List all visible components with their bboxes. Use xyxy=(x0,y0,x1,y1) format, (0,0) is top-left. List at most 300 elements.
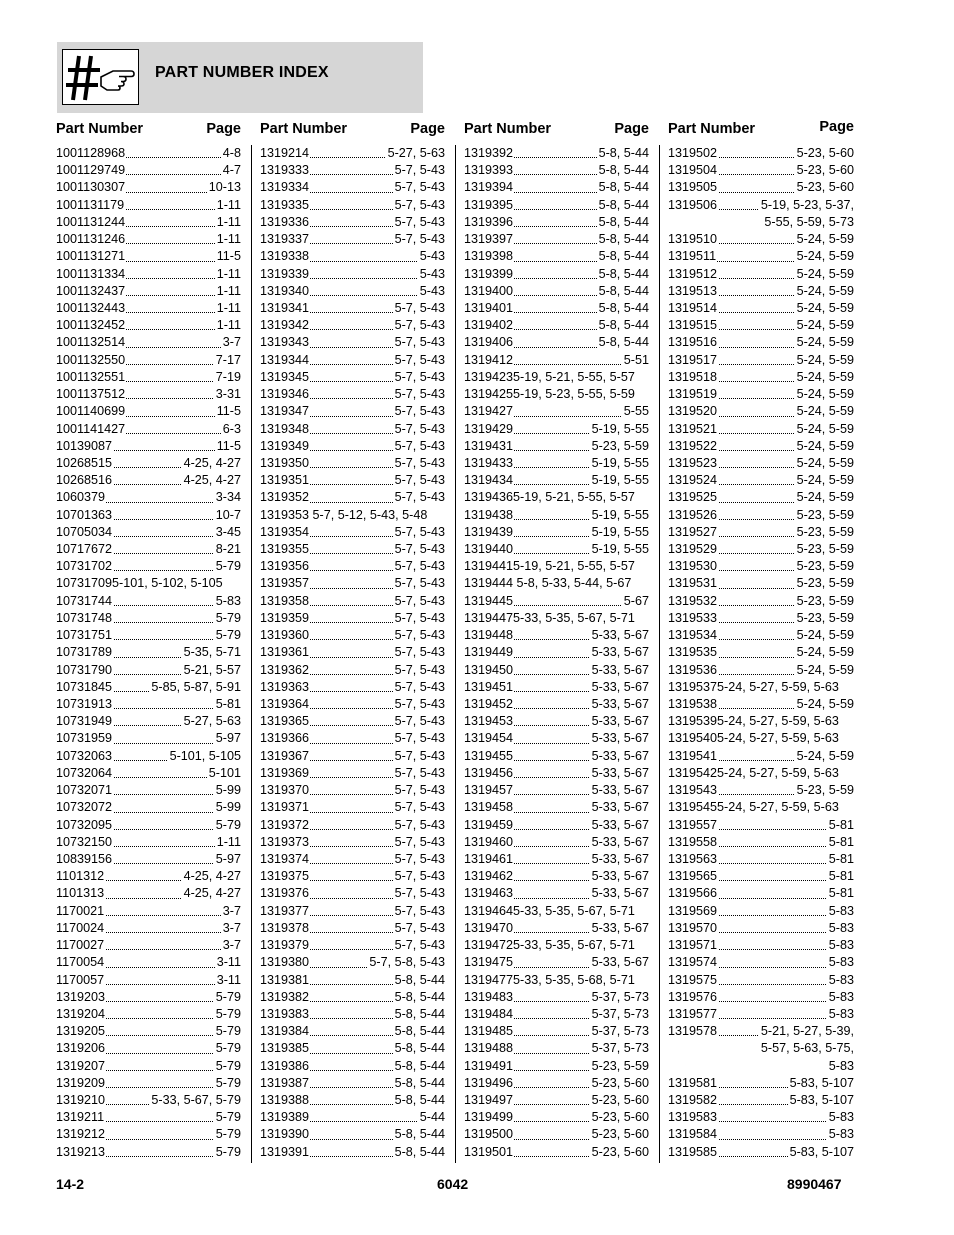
index-entry xyxy=(56,507,241,524)
part-number: 1319384 xyxy=(260,1023,310,1040)
index-entry xyxy=(464,214,649,231)
part-number: 1319510 xyxy=(668,231,718,248)
page-reference: 5-33, 5-67 xyxy=(590,765,649,782)
index-entry xyxy=(668,765,854,782)
part-number: 1319438 xyxy=(464,507,514,524)
page-reference: 5-79 xyxy=(214,1040,241,1057)
index-entry xyxy=(56,334,241,351)
page-reference: 3-7 xyxy=(221,334,241,351)
part-number: 1319375 xyxy=(260,868,310,885)
part-number: 1319497 xyxy=(464,1092,514,1109)
part-number: 1319527 xyxy=(668,524,718,541)
index-entry xyxy=(56,575,241,592)
index-entry xyxy=(464,231,649,248)
page-reference: 5-7, 5-43 xyxy=(393,386,445,403)
part-number: 10732063 xyxy=(56,748,113,765)
page-reference: 3-7 xyxy=(221,920,241,937)
index-entry xyxy=(464,834,649,851)
index-entry xyxy=(464,248,649,265)
part-number: 1319399 xyxy=(464,266,514,283)
part-number: 1319475 xyxy=(464,954,514,971)
page-reference: 5-23, 5-60 xyxy=(795,162,854,179)
part-number: 1319502 xyxy=(668,145,718,162)
page-reference: 5-83 xyxy=(827,937,854,954)
index-column-2 xyxy=(260,119,445,1161)
index-entry xyxy=(464,403,649,420)
part-number: 1319445 xyxy=(464,593,514,610)
page-reference: 5-8, 5-44 xyxy=(597,317,649,334)
page-title: PART NUMBER INDEX xyxy=(155,64,329,81)
part-number: 1319452 xyxy=(464,696,514,713)
index-entry xyxy=(668,231,854,248)
part-number: 1319558 xyxy=(668,834,718,851)
index-entry xyxy=(56,610,241,627)
part-number-heading: Part Number xyxy=(56,121,144,137)
index-entry xyxy=(260,197,445,214)
part-number: 1319499 xyxy=(464,1109,514,1126)
index-entry xyxy=(668,317,854,334)
page-reference: 5-33, 5-67 xyxy=(590,834,649,851)
page-reference: 5-79 xyxy=(214,627,241,644)
page-reference: 4-7 xyxy=(221,162,241,179)
index-entry xyxy=(56,817,241,834)
part-number: 1001130307 xyxy=(56,179,126,196)
page-reference: 5-7, 5-43 xyxy=(393,197,445,214)
index-entry xyxy=(260,1126,445,1143)
page-reference: 5-7, 5-43 xyxy=(393,541,445,558)
index-entry xyxy=(260,300,445,317)
page-reference: 5-23, 5-60 xyxy=(795,145,854,162)
part-number: 1319513 xyxy=(668,283,718,300)
index-entry xyxy=(668,627,854,644)
page-reference: 5-33, 5-67 xyxy=(590,920,649,937)
part-number: 1319355 xyxy=(260,541,310,558)
page-reference: 5-24, 5-59 xyxy=(795,248,854,265)
part-number: 10732071 xyxy=(56,782,113,799)
page-reference: 7-19 xyxy=(214,369,241,386)
page-reference: 5-23, 5-59 xyxy=(795,558,854,575)
part-number: 1319431 xyxy=(464,438,514,455)
part-number: 1319376 xyxy=(260,885,310,902)
page-reference: 5-7, 5-43 xyxy=(393,765,445,782)
index-entry-text: 13194725-33, 5-35, 5-67, 5-71 xyxy=(464,938,635,953)
page-reference: 5-23, 5-59 xyxy=(590,1058,649,1075)
part-number: 1319529 xyxy=(668,541,718,558)
index-entry xyxy=(668,1109,854,1126)
index-entry xyxy=(56,541,241,558)
page-reference: 5-7, 5-43 xyxy=(393,421,445,438)
page-reference: 5-81 xyxy=(827,834,854,851)
index-entry xyxy=(56,248,241,265)
part-number: 1319385 xyxy=(260,1040,310,1057)
page-reference: 5-8, 5-44 xyxy=(597,334,649,351)
part-number: 1319448 xyxy=(464,627,514,644)
index-entry xyxy=(668,197,854,214)
index-entry xyxy=(668,489,854,506)
index-entry xyxy=(668,748,854,765)
part-number: 1319214 xyxy=(260,145,310,162)
index-entry xyxy=(260,231,445,248)
page-reference: 10-7 xyxy=(214,507,241,524)
index-entry xyxy=(668,421,854,438)
page-reference: 5-43 xyxy=(418,283,445,300)
page-reference: 5-7, 5-43 xyxy=(393,868,445,885)
index-entry xyxy=(464,954,649,971)
index-entry xyxy=(56,989,241,1006)
page-reference: 5-7, 5-43 xyxy=(393,610,445,627)
index-entry xyxy=(260,610,445,627)
index-entry xyxy=(668,868,854,885)
page-reference: 5-23, 5-60 xyxy=(590,1126,649,1143)
part-number: 10731959 xyxy=(56,730,113,747)
page-reference: 5-23, 5-59 xyxy=(795,593,854,610)
page-reference: 5-24, 5-59 xyxy=(795,266,854,283)
page-reference: 5-7, 5-43 xyxy=(393,817,445,834)
page-reference: 5-37, 5-73 xyxy=(590,1040,649,1057)
column-header xyxy=(56,119,241,145)
index-entry xyxy=(56,352,241,369)
part-number: 1319207 xyxy=(56,1058,106,1075)
page-reference: 5-8, 5-44 xyxy=(393,1040,445,1057)
index-entry xyxy=(260,799,445,816)
page-reference: 5-8, 5-44 xyxy=(393,1023,445,1040)
index-entry xyxy=(56,1058,241,1075)
page-reference: 5-24, 5-59 xyxy=(795,438,854,455)
part-number: 1170054 xyxy=(56,954,105,971)
index-entry xyxy=(56,662,241,679)
part-number: 1101312 xyxy=(56,868,105,885)
page-reference: 5-7, 5-43 xyxy=(393,644,445,661)
page-reference: 5-24, 5-59 xyxy=(795,334,854,351)
index-entry xyxy=(56,679,241,696)
page-reference: 1-11 xyxy=(215,834,241,851)
page-reference: 5-33, 5-67 xyxy=(590,662,649,679)
part-number: 1319483 xyxy=(464,989,514,1006)
index-entry xyxy=(464,593,649,610)
index-entry xyxy=(464,679,649,696)
page-reference: 5-33, 5-67 xyxy=(590,885,649,902)
page-reference: 5-33, 5-67 xyxy=(590,696,649,713)
part-number: 10731748 xyxy=(56,610,113,627)
page-reference: 1-11 xyxy=(215,283,241,300)
part-number: 1319335 xyxy=(260,197,310,214)
part-number: 1319512 xyxy=(668,266,718,283)
index-entry xyxy=(260,1092,445,1109)
index-entry xyxy=(260,885,445,902)
part-number: 1319357 xyxy=(260,575,310,592)
page-reference: 5-7, 5-43 xyxy=(393,472,445,489)
part-number: 1319565 xyxy=(668,868,718,885)
page-reference: 7-17 xyxy=(214,352,241,369)
page-reference: 5-7, 5-43 xyxy=(393,455,445,472)
part-number: 1319505 xyxy=(668,179,718,196)
index-entry xyxy=(464,868,649,885)
page-reference: 5-79 xyxy=(214,558,241,575)
part-number-heading: Part Number xyxy=(668,121,756,137)
index-entry xyxy=(668,834,854,851)
part-number: 1319522 xyxy=(668,438,718,455)
index-entry xyxy=(260,162,445,179)
page-reference: 5-24, 5-59 xyxy=(795,644,854,661)
page-reference: 5-23, 5-59 xyxy=(795,782,854,799)
part-number: 1319210 xyxy=(56,1092,106,1109)
part-number: 1319393 xyxy=(464,162,514,179)
index-entry xyxy=(464,851,649,868)
index-entry xyxy=(668,851,854,868)
page-reference: 5-7, 5-43 xyxy=(393,920,445,937)
page-reference: 5-33, 5-67 xyxy=(590,868,649,885)
page-reference: 5-23, 5-60 xyxy=(590,1092,649,1109)
index-entry xyxy=(260,334,445,351)
part-number: 1319455 xyxy=(464,748,514,765)
page-reference: 5-8, 5-44 xyxy=(597,231,649,248)
part-number: 1319349 xyxy=(260,438,310,455)
index-entry xyxy=(260,903,445,920)
part-number: 1319462 xyxy=(464,868,514,885)
index-entry xyxy=(464,317,649,334)
page-reference: 3-7 xyxy=(221,937,241,954)
page-reference: 5-24, 5-59 xyxy=(795,455,854,472)
page-reference: 4-25, 4-27 xyxy=(182,455,241,472)
part-number: 1001132437 xyxy=(56,283,126,300)
index-entry xyxy=(668,662,854,679)
index-entry xyxy=(260,1109,445,1126)
index-entry xyxy=(56,162,241,179)
part-number: 1319536 xyxy=(668,662,718,679)
part-number: 1319367 xyxy=(260,748,310,765)
page-reference: 5-23, 5-59 xyxy=(795,575,854,592)
index-entry xyxy=(260,472,445,489)
page-heading: Page xyxy=(819,119,854,135)
part-number: 10701363 xyxy=(56,507,113,524)
page-reference: 3-11 xyxy=(215,954,241,971)
index-entry-text: 13194415-19, 5-21, 5-55, 5-57 xyxy=(464,559,635,574)
page-reference: 6-3 xyxy=(221,421,241,438)
index-entry xyxy=(464,352,649,369)
index-entry xyxy=(668,696,854,713)
part-number: 1001131179 xyxy=(56,197,125,214)
index-entry xyxy=(56,386,241,403)
index-entry xyxy=(260,317,445,334)
page-reference: 5-7, 5-43 xyxy=(393,662,445,679)
part-number: 1319451 xyxy=(464,679,514,696)
index-entry xyxy=(56,197,241,214)
part-number: 1170057 xyxy=(56,972,105,989)
index-entry xyxy=(56,283,241,300)
part-number: 1319520 xyxy=(668,403,718,420)
index-entry xyxy=(668,455,854,472)
part-number: 1319569 xyxy=(668,903,718,920)
index-entry xyxy=(668,1126,854,1143)
part-number: 1319400 xyxy=(464,283,514,300)
index-entry xyxy=(668,214,854,231)
page-reference: 5-7, 5-43 xyxy=(393,403,445,420)
page-reference: 5-97 xyxy=(214,730,241,747)
part-number: 1319521 xyxy=(668,421,718,438)
index-entry xyxy=(464,885,649,902)
index-entry xyxy=(260,1058,445,1075)
part-number: 1319583 xyxy=(668,1109,718,1126)
index-entry xyxy=(56,300,241,317)
part-number: 10732064 xyxy=(56,765,113,782)
page-reference: 5-24, 5-59 xyxy=(795,317,854,334)
index-entry xyxy=(668,283,854,300)
page-reference: 5-7, 5-43 xyxy=(393,300,445,317)
page-reference: 5-81 xyxy=(827,868,854,885)
column-header xyxy=(668,119,854,145)
part-number: 1319397 xyxy=(464,231,514,248)
page-reference: 5-21, 5-57 xyxy=(182,662,241,679)
index-entry xyxy=(260,575,445,592)
index-entry xyxy=(668,989,854,1006)
index-entry xyxy=(464,1023,649,1040)
part-number: 1319459 xyxy=(464,817,514,834)
part-number: 1319343 xyxy=(260,334,310,351)
footer-document-number: 8990467 xyxy=(787,1176,842,1192)
part-number: 1319449 xyxy=(464,644,514,661)
index-entry xyxy=(668,644,854,661)
index-entry xyxy=(260,937,445,954)
part-number: 1319541 xyxy=(668,748,718,765)
index-entry-text: 13195395-24, 5-27, 5-59, 5-63 xyxy=(668,714,839,729)
index-entry xyxy=(464,972,649,989)
part-number: 1319434 xyxy=(464,472,514,489)
index-entry xyxy=(668,817,854,834)
part-number: 1319484 xyxy=(464,1006,514,1023)
part-number: 1319570 xyxy=(668,920,718,937)
part-number: 10731751 xyxy=(56,627,113,644)
hash-pointing-hand-icon xyxy=(62,49,139,105)
index-entry xyxy=(464,472,649,489)
page-reference: 5-8, 5-44 xyxy=(597,248,649,265)
page-reference: 5-37, 5-73 xyxy=(590,1006,649,1023)
page-reference: 5-101 xyxy=(207,765,241,782)
part-number: 10732072 xyxy=(56,799,113,816)
page-reference: 5-19, 5-55 xyxy=(590,455,649,472)
index-entry-text: 13195455-24, 5-27, 5-59, 5-63 xyxy=(668,800,839,815)
index-entry xyxy=(668,162,854,179)
part-number: 1319488 xyxy=(464,1040,514,1057)
index-entry xyxy=(464,1109,649,1126)
page-reference: 5-44 xyxy=(418,1109,445,1126)
index-entry xyxy=(56,455,241,472)
index-entry xyxy=(464,937,649,954)
index-entry xyxy=(56,627,241,644)
page-reference: 5-7, 5-43 xyxy=(393,317,445,334)
index-entry xyxy=(260,748,445,765)
page-reference: 5-101, 5-105 xyxy=(168,748,241,765)
index-entry xyxy=(260,455,445,472)
part-number: 1319535 xyxy=(668,644,718,661)
index-entry xyxy=(56,696,241,713)
part-number: 1319205 xyxy=(56,1023,106,1040)
index-entry xyxy=(56,851,241,868)
index-entry xyxy=(464,507,649,524)
column-divider xyxy=(455,145,456,1163)
part-number: 1001140699 xyxy=(56,403,126,420)
page-reference: 3-34 xyxy=(214,489,241,506)
part-number: 1319206 xyxy=(56,1040,106,1057)
page-reference: 5-24, 5-59 xyxy=(795,489,854,506)
index-entry xyxy=(260,145,445,162)
part-number: 10268515 xyxy=(56,455,113,472)
index-entry xyxy=(260,214,445,231)
index-entry xyxy=(464,575,649,592)
page-reference: 5-8, 5-44 xyxy=(393,1075,445,1092)
index-column-1 xyxy=(56,119,241,1161)
page-reference: 5-7, 5-43 xyxy=(393,179,445,196)
index-entry xyxy=(56,317,241,334)
index-entry xyxy=(260,369,445,386)
index-entry xyxy=(464,627,649,644)
page-reference: 5-8, 5-44 xyxy=(393,1144,445,1161)
index-entry xyxy=(260,989,445,1006)
part-number: 1319394 xyxy=(464,179,514,196)
index-entry xyxy=(56,1075,241,1092)
page-reference: 1-11 xyxy=(215,197,241,214)
page-reference: 5-7, 5-43 xyxy=(393,162,445,179)
index-entry xyxy=(668,438,854,455)
index-entry xyxy=(668,972,854,989)
index-entry xyxy=(464,489,649,506)
page-reference: 5-83, 5-107 xyxy=(788,1144,854,1161)
page-reference: 11-5 xyxy=(215,438,241,455)
page-reference: 5-8, 5-44 xyxy=(597,162,649,179)
part-number: 1319340 xyxy=(260,283,310,300)
page-reference: 5-7, 5-43 xyxy=(393,937,445,954)
page-reference: 5-8, 5-44 xyxy=(597,197,649,214)
part-number: 1319374 xyxy=(260,851,310,868)
part-number: 1319526 xyxy=(668,507,718,524)
page-reference: 5-37, 5-73 xyxy=(590,989,649,1006)
page-reference: 5-33, 5-67 xyxy=(590,627,649,644)
page-reference: 5-99 xyxy=(214,782,241,799)
page-reference: 5-7, 5-43 xyxy=(393,214,445,231)
page-reference: 5-7, 5-43 xyxy=(393,782,445,799)
page-reference: 5-33, 5-67 xyxy=(590,644,649,661)
page-reference: 5-7, 5-43 xyxy=(393,593,445,610)
part-number: 1001131246 xyxy=(56,231,126,248)
part-number: 1319463 xyxy=(464,885,514,902)
part-number: 1001129749 xyxy=(56,162,126,179)
page-reference: 5-83 xyxy=(827,972,854,989)
part-number: 1319356 xyxy=(260,558,310,575)
index-entry xyxy=(464,283,649,300)
part-number: 1170027 xyxy=(56,937,105,954)
part-number: 1319366 xyxy=(260,730,310,747)
page-reference: 5-8, 5-44 xyxy=(597,214,649,231)
page-reference: 1-11 xyxy=(215,300,241,317)
part-number: 1101313 xyxy=(56,885,105,902)
index-entry xyxy=(56,765,241,782)
page-reference: 4-25, 4-27 xyxy=(182,885,241,902)
page-reference: 5-33, 5-67 xyxy=(590,713,649,730)
part-number: 1319534 xyxy=(668,627,718,644)
part-number: 10839156 xyxy=(56,851,113,868)
part-number: 10731702 xyxy=(56,558,113,575)
column-divider xyxy=(251,145,252,1163)
page-reference: 5-24, 5-59 xyxy=(795,748,854,765)
index-entry xyxy=(668,799,854,816)
page-reference: 5-27, 5-63 xyxy=(182,713,241,730)
part-number: 1319566 xyxy=(668,885,718,902)
index-entry xyxy=(464,162,649,179)
page-reference: 5-33, 5-67 xyxy=(590,954,649,971)
index-entry xyxy=(668,679,854,696)
part-number: 1001132443 xyxy=(56,300,126,317)
index-entry-text: 13195375-24, 5-27, 5-59, 5-63 xyxy=(668,679,839,694)
index-entry xyxy=(668,179,854,196)
